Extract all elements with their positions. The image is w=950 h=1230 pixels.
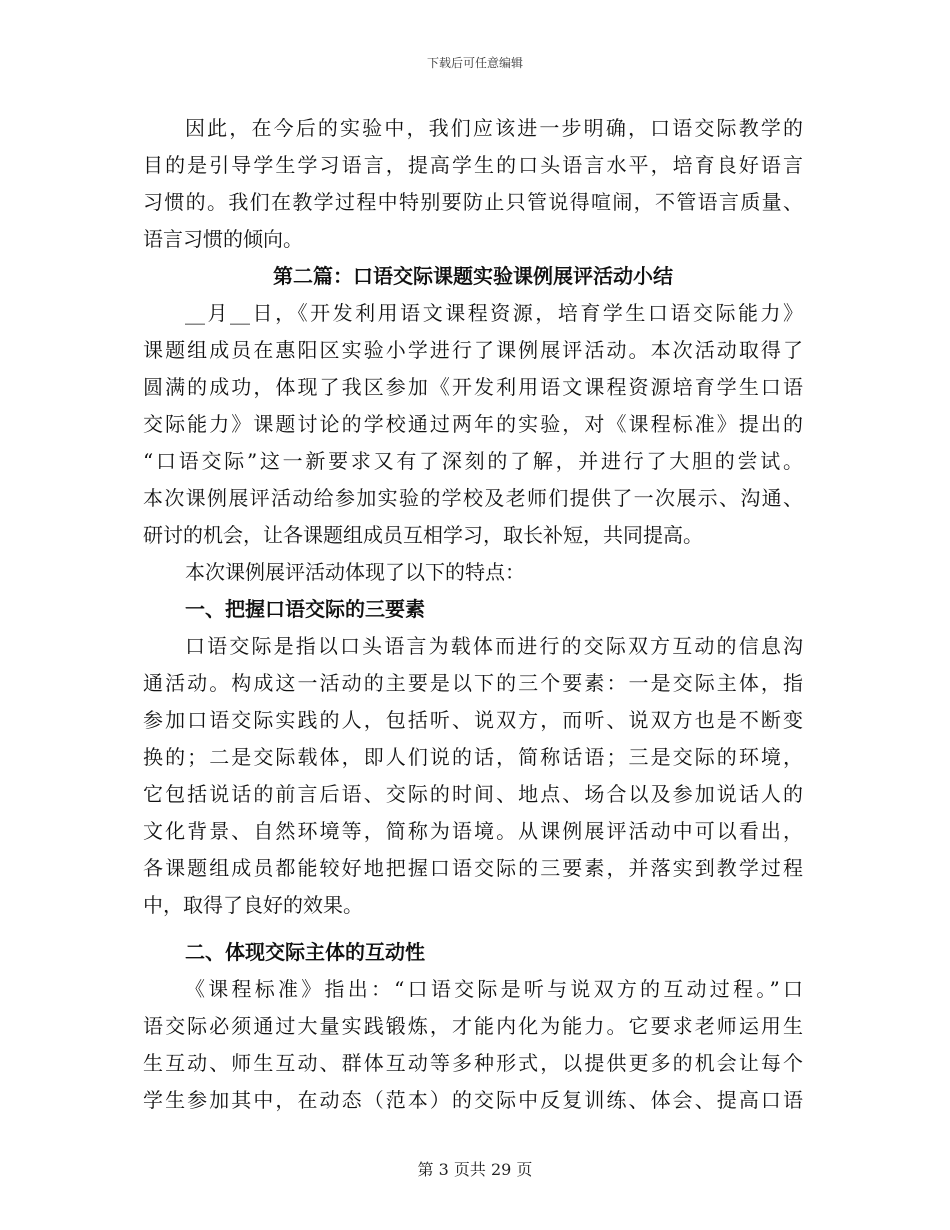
- section-heading: 一、把握口语交际的三要素: [185, 597, 425, 621]
- text-line: 交际能力》课题讨论的学校通过两年的实验，对《课程标准》提出的: [143, 412, 803, 436]
- text-line: 它包括说话的前言后语、交际的时间、地点、场合以及参加说话人的: [143, 782, 803, 806]
- text-line: 生互动、师生互动、群体互动等多种形式，以提供更多的机会让每个: [143, 1051, 803, 1075]
- paragraph: [143, 554, 803, 591]
- text-line: 课题组成员在惠阳区实验小学进行了课例展评活动。本次活动取得了: [143, 338, 803, 362]
- text-line: 参加口语交际实践的人，包括听、说双方，而听、说双方也是不断变: [143, 708, 803, 732]
- page-header: 下载后可任意编辑: [426, 56, 523, 70]
- text-line: 本次课例展评活动体现了以下的特点：: [185, 560, 525, 584]
- text-line: 目的是引导学生学习语言，提高学生的口头语言水平，培育良好语言: [143, 153, 803, 177]
- text-line: __月__日，《开发利用语文课程资源，培育学生口语交际能力》: [185, 301, 803, 325]
- text-line: 口语交际是指以口头语言为载体而进行的交际双方互动的信息沟: [185, 634, 803, 658]
- text-line: 《课程标准》指出：“口语交际是听与说双方的互动过程。”口: [185, 977, 803, 1001]
- text-line: 语交际必须通过大量实践锻炼，才能内化为能力。它要求老师运用生: [143, 1014, 803, 1038]
- text-line: “口语交际”这一新要求又有了深刻的了解，并进行了大胆的尝试。: [143, 449, 803, 473]
- paragraph: [143, 971, 803, 1119]
- section-heading: 二、体现交际主体的互动性: [185, 940, 425, 964]
- text-line: 因此，在今后的实验中，我们应该进一步明确，口语交际教学的: [185, 116, 803, 140]
- text-line: 语言习惯的倾向。: [143, 227, 303, 251]
- text-line: 圆满的成功，体现了我区参加《开发利用语文课程资源培育学生口语: [143, 375, 803, 399]
- text-line: 习惯的。我们在教学过程中特别要防止只管说得喧闹，不管语言质量、: [143, 190, 803, 214]
- text-line: 换的；二是交际载体，即人们说的话，简称话语；三是交际的环境，: [143, 745, 803, 769]
- text-line: 文化背景、自然环境等，简称为语境。从课例展评活动中可以看出，: [143, 819, 803, 843]
- paragraph: [143, 110, 803, 258]
- paragraph: [143, 628, 803, 924]
- page-footer: 第 3 页共 29 页: [417, 1160, 533, 1179]
- text-line: 研讨的机会，让各课题组成员互相学习，取长补短，共同提高。: [143, 523, 703, 547]
- text-line: 本次课例展评活动给参加实验的学校及老师们提供了一次展示、沟通、: [143, 486, 803, 510]
- text-line: 各课题组成员都能较好地把握口语交际的三要素，并落实到教学过程: [143, 856, 803, 880]
- text-line: 学生参加其中，在动态（范本）的交际中反复训练、体会、提高口语: [143, 1088, 803, 1112]
- document-body: [143, 110, 803, 1119]
- section-title: 第二篇：口语交际课题实验课例展评活动小结: [273, 264, 673, 288]
- paragraph: [143, 295, 803, 554]
- text-line: 通活动。构成这一活动的主要是以下的三个要素：一是交际主体，指: [143, 671, 803, 695]
- text-line: 中，取得了良好的效果。: [143, 893, 363, 917]
